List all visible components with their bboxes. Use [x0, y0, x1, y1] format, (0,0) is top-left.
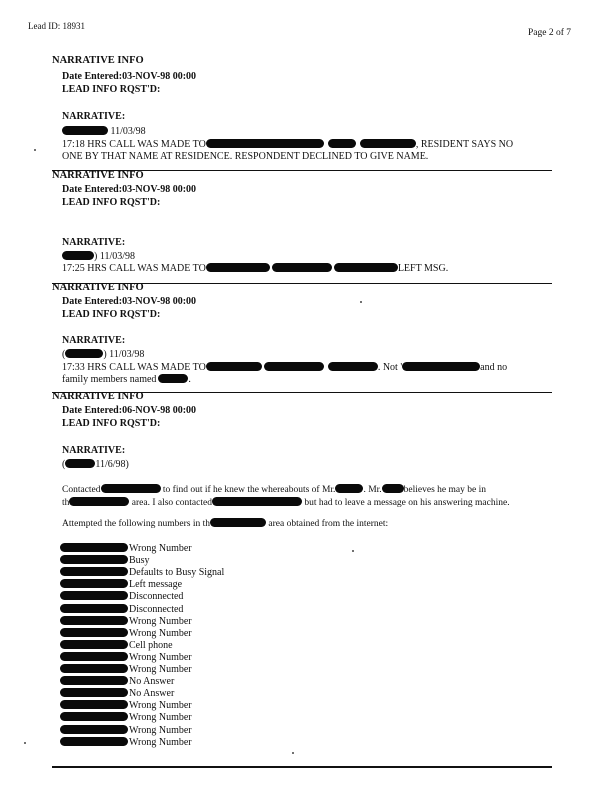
phone-result-text: Wrong Number	[129, 627, 192, 639]
redaction	[65, 349, 103, 358]
date-entered: Date Entered:06-NOV-98 00:00	[62, 405, 197, 416]
narrative-line: 17:18 HRS CALL WAS MADE TO , RESIDENT SAYS NO	[62, 139, 514, 150]
redaction	[60, 676, 128, 685]
redaction	[60, 616, 128, 625]
narrative-date: ( 11/6/98)	[62, 459, 129, 470]
narrative-date: 11/03/98	[62, 126, 146, 138]
phone-result-text: Cell phone	[129, 639, 173, 651]
redaction	[206, 139, 324, 148]
section-title: NARRATIVE INFO	[52, 282, 144, 293]
redaction	[328, 139, 356, 148]
redaction	[62, 251, 94, 260]
redaction	[60, 712, 128, 721]
narrative-label: NARRATIVE:	[62, 111, 126, 122]
phone-result-row	[60, 604, 183, 616]
scan-speck	[352, 550, 354, 552]
date-entered: Date Entered:03-NOV-98 00:00	[62, 184, 197, 195]
redaction	[60, 555, 128, 564]
phone-result-text: Wrong Number	[129, 724, 192, 736]
narrative-line: 17:25 HRS CALL WAS MADE TO LEFT MSG.	[62, 263, 449, 274]
page-bottom-rule	[52, 766, 552, 768]
phone-result-text: Wrong Number	[129, 664, 192, 675]
scan-speck	[34, 149, 36, 151]
phone-result-text: Wrong Number	[129, 615, 192, 627]
redaction	[206, 362, 262, 371]
phone-result-text: Busy	[129, 555, 150, 567]
redaction	[334, 263, 398, 272]
paragraph-line: Attempted the following numbers in th area obtained from the internet:	[62, 519, 389, 529]
section-title: NARRATIVE INFO	[52, 170, 144, 181]
phone-result-text: Disconnected	[129, 591, 184, 603]
phone-result-row	[60, 616, 192, 628]
redaction	[60, 652, 128, 661]
phone-result-row	[60, 579, 182, 591]
lead-info-requested: LEAD INFO RQST'D:	[62, 309, 161, 320]
narrative-line: ONE BY THAT NAME AT RESIDENCE. RESPONDENT DECLINED TO GIVE NAME.	[62, 151, 429, 162]
redaction	[206, 263, 270, 272]
redaction	[60, 737, 128, 746]
phone-result-row	[60, 567, 224, 579]
phone-result-row	[60, 543, 192, 555]
redaction	[210, 518, 266, 527]
redaction	[272, 263, 332, 272]
section-title: NARRATIVE INFO	[52, 391, 144, 402]
redaction	[382, 484, 404, 493]
phone-result-text: Wrong Number	[129, 651, 192, 663]
redaction	[60, 591, 128, 600]
phone-result-text: Wrong Number	[129, 700, 192, 712]
redaction	[60, 700, 128, 709]
paragraph-line: th area. I also contacted but had to leave a message on his answering machine.	[62, 498, 510, 508]
redaction	[69, 497, 129, 506]
narrative-label: NARRATIVE:	[62, 237, 126, 248]
narrative-date: ) 11/03/98	[62, 251, 135, 263]
lead-info-requested: LEAD INFO RQST'D:	[62, 84, 161, 95]
phone-result-row	[60, 652, 192, 664]
date-entered: Date Entered:03-NOV-98 00:00	[62, 296, 197, 307]
redaction	[402, 362, 480, 371]
narrative-line: family members named .	[62, 374, 191, 385]
redaction	[158, 374, 188, 383]
phone-result-row	[60, 676, 174, 688]
redaction	[328, 362, 378, 371]
redaction	[60, 688, 128, 697]
lead-info-requested: LEAD INFO RQST'D:	[62, 197, 161, 208]
redaction	[62, 126, 108, 135]
phone-result-row	[60, 725, 192, 737]
date-entered: Date Entered:03-NOV-98 00:00	[62, 71, 197, 82]
phone-result-row	[60, 640, 173, 652]
phone-result-text: No Answer	[129, 676, 175, 688]
redaction	[335, 484, 363, 493]
narrative-label: NARRATIVE:	[62, 445, 126, 456]
redaction	[101, 484, 161, 493]
phone-result-row	[60, 664, 192, 676]
redaction	[60, 604, 128, 613]
page-number: Page 2 of 7	[528, 28, 572, 38]
phone-result-text: No Answer	[129, 688, 175, 700]
redaction	[60, 579, 128, 588]
redaction	[60, 725, 128, 734]
phone-result-text: Wrong Number	[129, 712, 192, 724]
redaction	[60, 543, 128, 552]
phone-result-row	[60, 628, 192, 640]
paragraph-line: Contacted to find out if he knew the whereabouts of Mr. . Mr. believes he may be in	[62, 485, 486, 495]
phone-result-row	[60, 737, 192, 749]
phone-result-text: Defaults to Busy Signal	[129, 567, 225, 579]
redaction	[212, 497, 302, 506]
lead-info-requested: LEAD INFO RQST'D:	[62, 418, 161, 429]
narrative-label: NARRATIVE:	[62, 335, 126, 346]
phone-result-row	[60, 712, 192, 724]
phone-result-text: Wrong Number	[129, 543, 192, 554]
phone-result-text: Disconnected	[129, 603, 184, 615]
narrative-line: 17:33 HRS CALL WAS MADE TO . Not ' and no	[62, 362, 508, 373]
redaction	[60, 567, 128, 576]
phone-result-text: Left message	[129, 579, 183, 591]
phone-result-row	[60, 555, 150, 567]
narrative-date: ( ) 11/03/98	[62, 349, 145, 360]
redaction	[65, 459, 95, 468]
phone-result-row	[60, 700, 192, 712]
lead-id: Lead ID: 18931	[28, 21, 85, 31]
redaction	[60, 640, 128, 649]
redaction	[360, 139, 416, 148]
redaction	[264, 362, 324, 371]
redaction	[60, 628, 128, 637]
scan-speck	[360, 301, 362, 303]
phone-result-text: Wrong Number	[129, 736, 192, 748]
redaction	[60, 664, 128, 673]
section-title: NARRATIVE INFO	[52, 55, 144, 66]
scan-speck	[24, 742, 26, 744]
scan-speck	[292, 752, 294, 754]
phone-result-row	[60, 688, 174, 700]
phone-result-row	[60, 591, 183, 603]
